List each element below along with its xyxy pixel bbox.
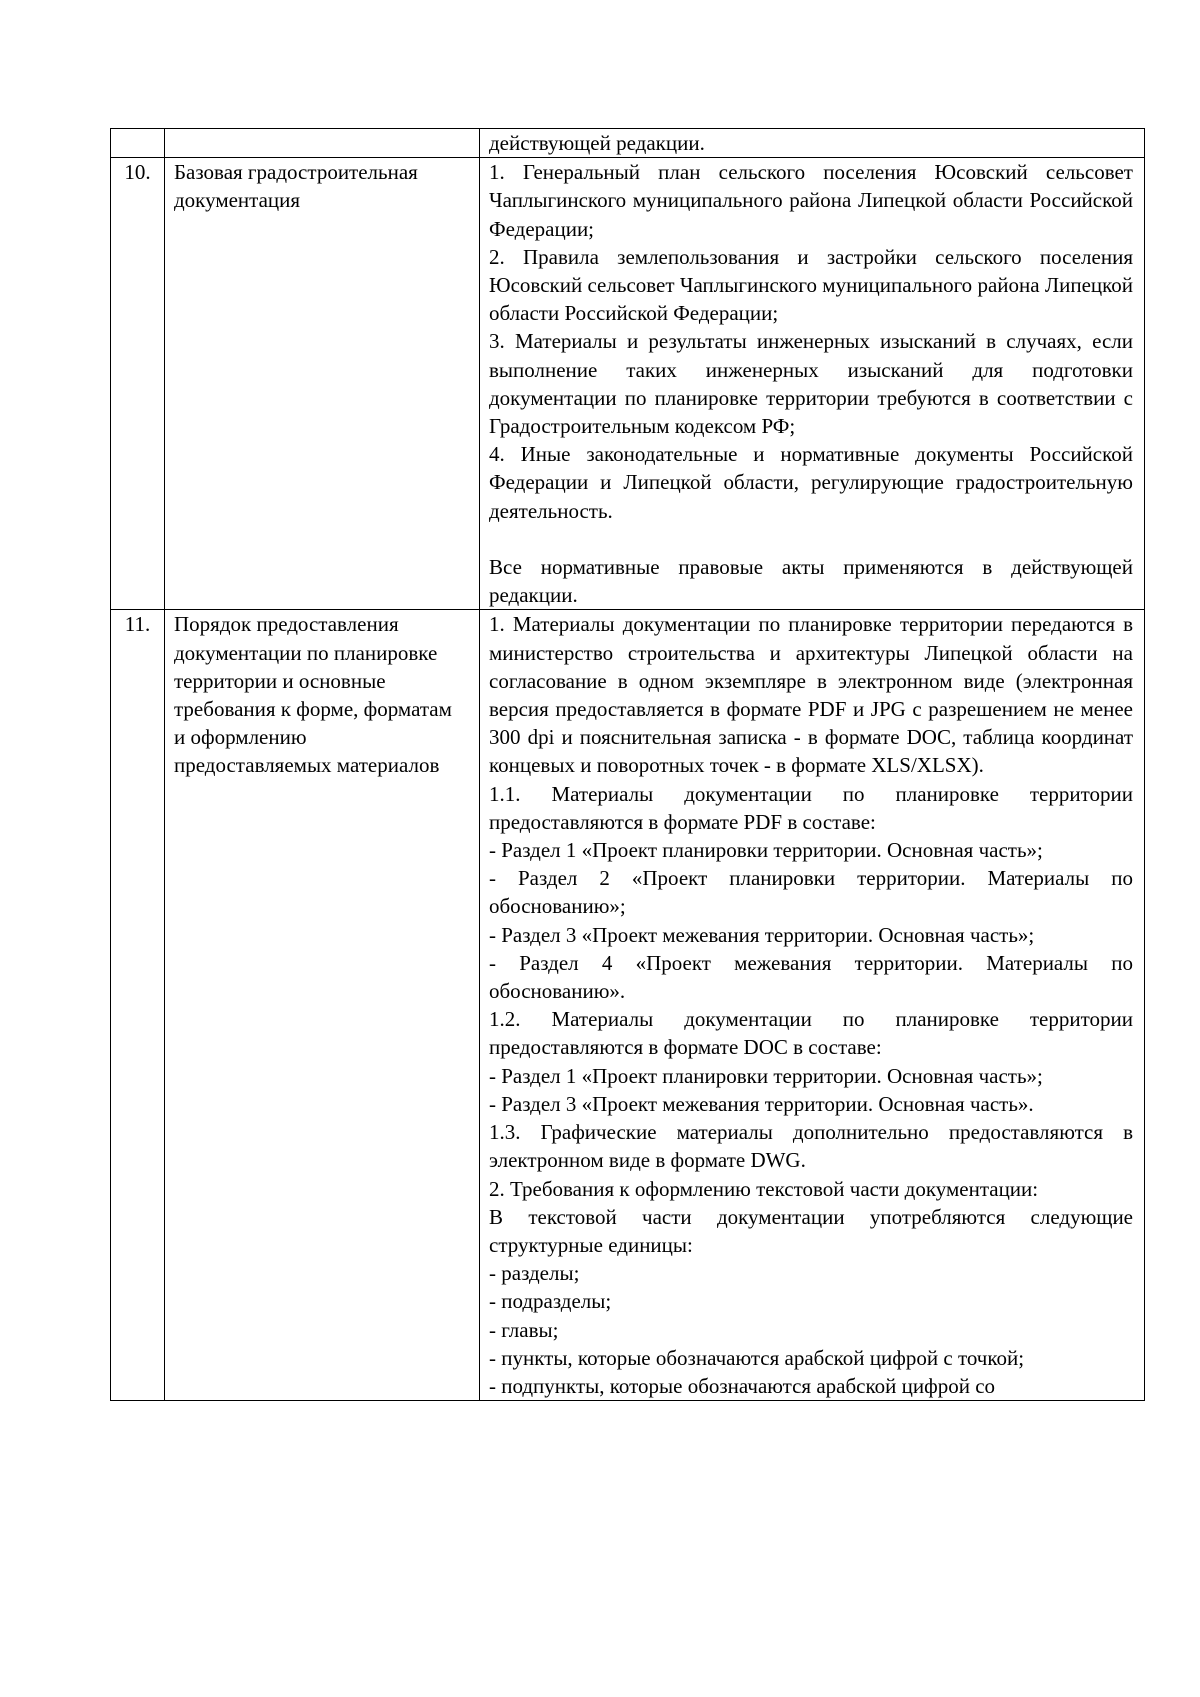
table-row [111, 610, 1145, 1401]
requirements-table [110, 128, 1145, 1401]
paragraph: 1.1. Материалы документации по планировке территории предоставляются в формате PDF в составе: [489, 781, 1133, 834]
row-name: Порядок предоставления документации по планировке территории и основные требования к форме, форматам и оформлению предоставляемых материалов [165, 610, 480, 1401]
row-name [165, 129, 480, 158]
paragraph: Все нормативные правовые акты применяются в действующей редакции. [489, 555, 1133, 608]
paragraph: 4. Иные законодательные и нормативные документы Российской Федерации и Липецкой области, регулирующие градостроительную деятельность. [489, 442, 1133, 523]
paragraph: - подразделы; [489, 1289, 612, 1314]
paragraph: 2. Правила землепользования и застройки сельского поселения Юсовский сельсовет Чаплыгинского муниципального района Липецкой области Российской Федерации; [489, 244, 1133, 326]
paragraph: - разделы; [489, 1261, 580, 1286]
row-number: 11. [111, 610, 165, 1401]
paragraph: - Раздел 3 «Проект межевания территории. Основная часть»; [489, 922, 1035, 947]
paragraph: действующей редакции. [489, 131, 705, 155]
paragraph: 1.3. Графические материалы дополнительно предоставляются в электронном виде в формате DWG. [489, 1120, 1133, 1173]
paragraph: - пункты, которые обозначаются арабской цифрой с точкой; [489, 1345, 1025, 1370]
row-number [111, 129, 165, 158]
paragraph: - главы; [489, 1317, 559, 1342]
paragraph: - Раздел 2 «Проект планировки территории. Материалы по обоснованию»; [489, 866, 1133, 919]
table-row [111, 158, 1145, 610]
row-description [480, 129, 1145, 158]
paragraph: - подпункты, которые обозначаются арабской цифрой со [489, 1373, 996, 1398]
paragraph: 1.2. Материалы документации по планировке территории предоставляются в формате DOC в составе: [489, 1007, 1133, 1060]
paragraph: 1. Материалы документации по планировке территории передаются в министерство строительства и архитектуры Липецкой области на согласование в одном экземпляре в электронном виде (электронная версия предоставляется в формате PDF и JPG с разрешением не менее 300 dpi и пояснительная записка - в формате DOC, таблица координат концевых и поворотных точек - в формате XLS/XLSX). [489, 612, 1133, 778]
paragraph: - Раздел 3 «Проект межевания территории. Основная часть». [489, 1091, 1034, 1116]
paragraph: В текстовой части документации употребляются следующие структурные единицы: [489, 1204, 1133, 1257]
row-name: Базовая градостроительная документация [165, 158, 480, 610]
table-row [111, 129, 1145, 158]
paragraph: 3. Материалы и результаты инженерных изысканий в случаях, если выполнение таких инженерных изысканий для подготовки документации по планировке территории требуются в соответствии с Градостроительным кодексом РФ; [489, 329, 1133, 439]
row-number: 10. [111, 158, 165, 610]
paragraph: 2. Требования к оформлению текстовой части документации: [489, 1176, 1039, 1201]
paragraph: - Раздел 4 «Проект межевания территории. Материалы по обоснованию». [489, 950, 1133, 1004]
paragraph: - Раздел 1 «Проект планировки территории. Основная часть»; [489, 838, 1043, 863]
row-description [480, 610, 1145, 1401]
row-description [480, 158, 1145, 610]
paragraph: - Раздел 1 «Проект планировки территории. Основная часть»; [489, 1063, 1043, 1088]
paragraph: 1. Генеральный план сельского поселения Юсовский сельсовет Чаплыгинского муниципального района Липецкой области Российской Федерации; [489, 160, 1133, 241]
